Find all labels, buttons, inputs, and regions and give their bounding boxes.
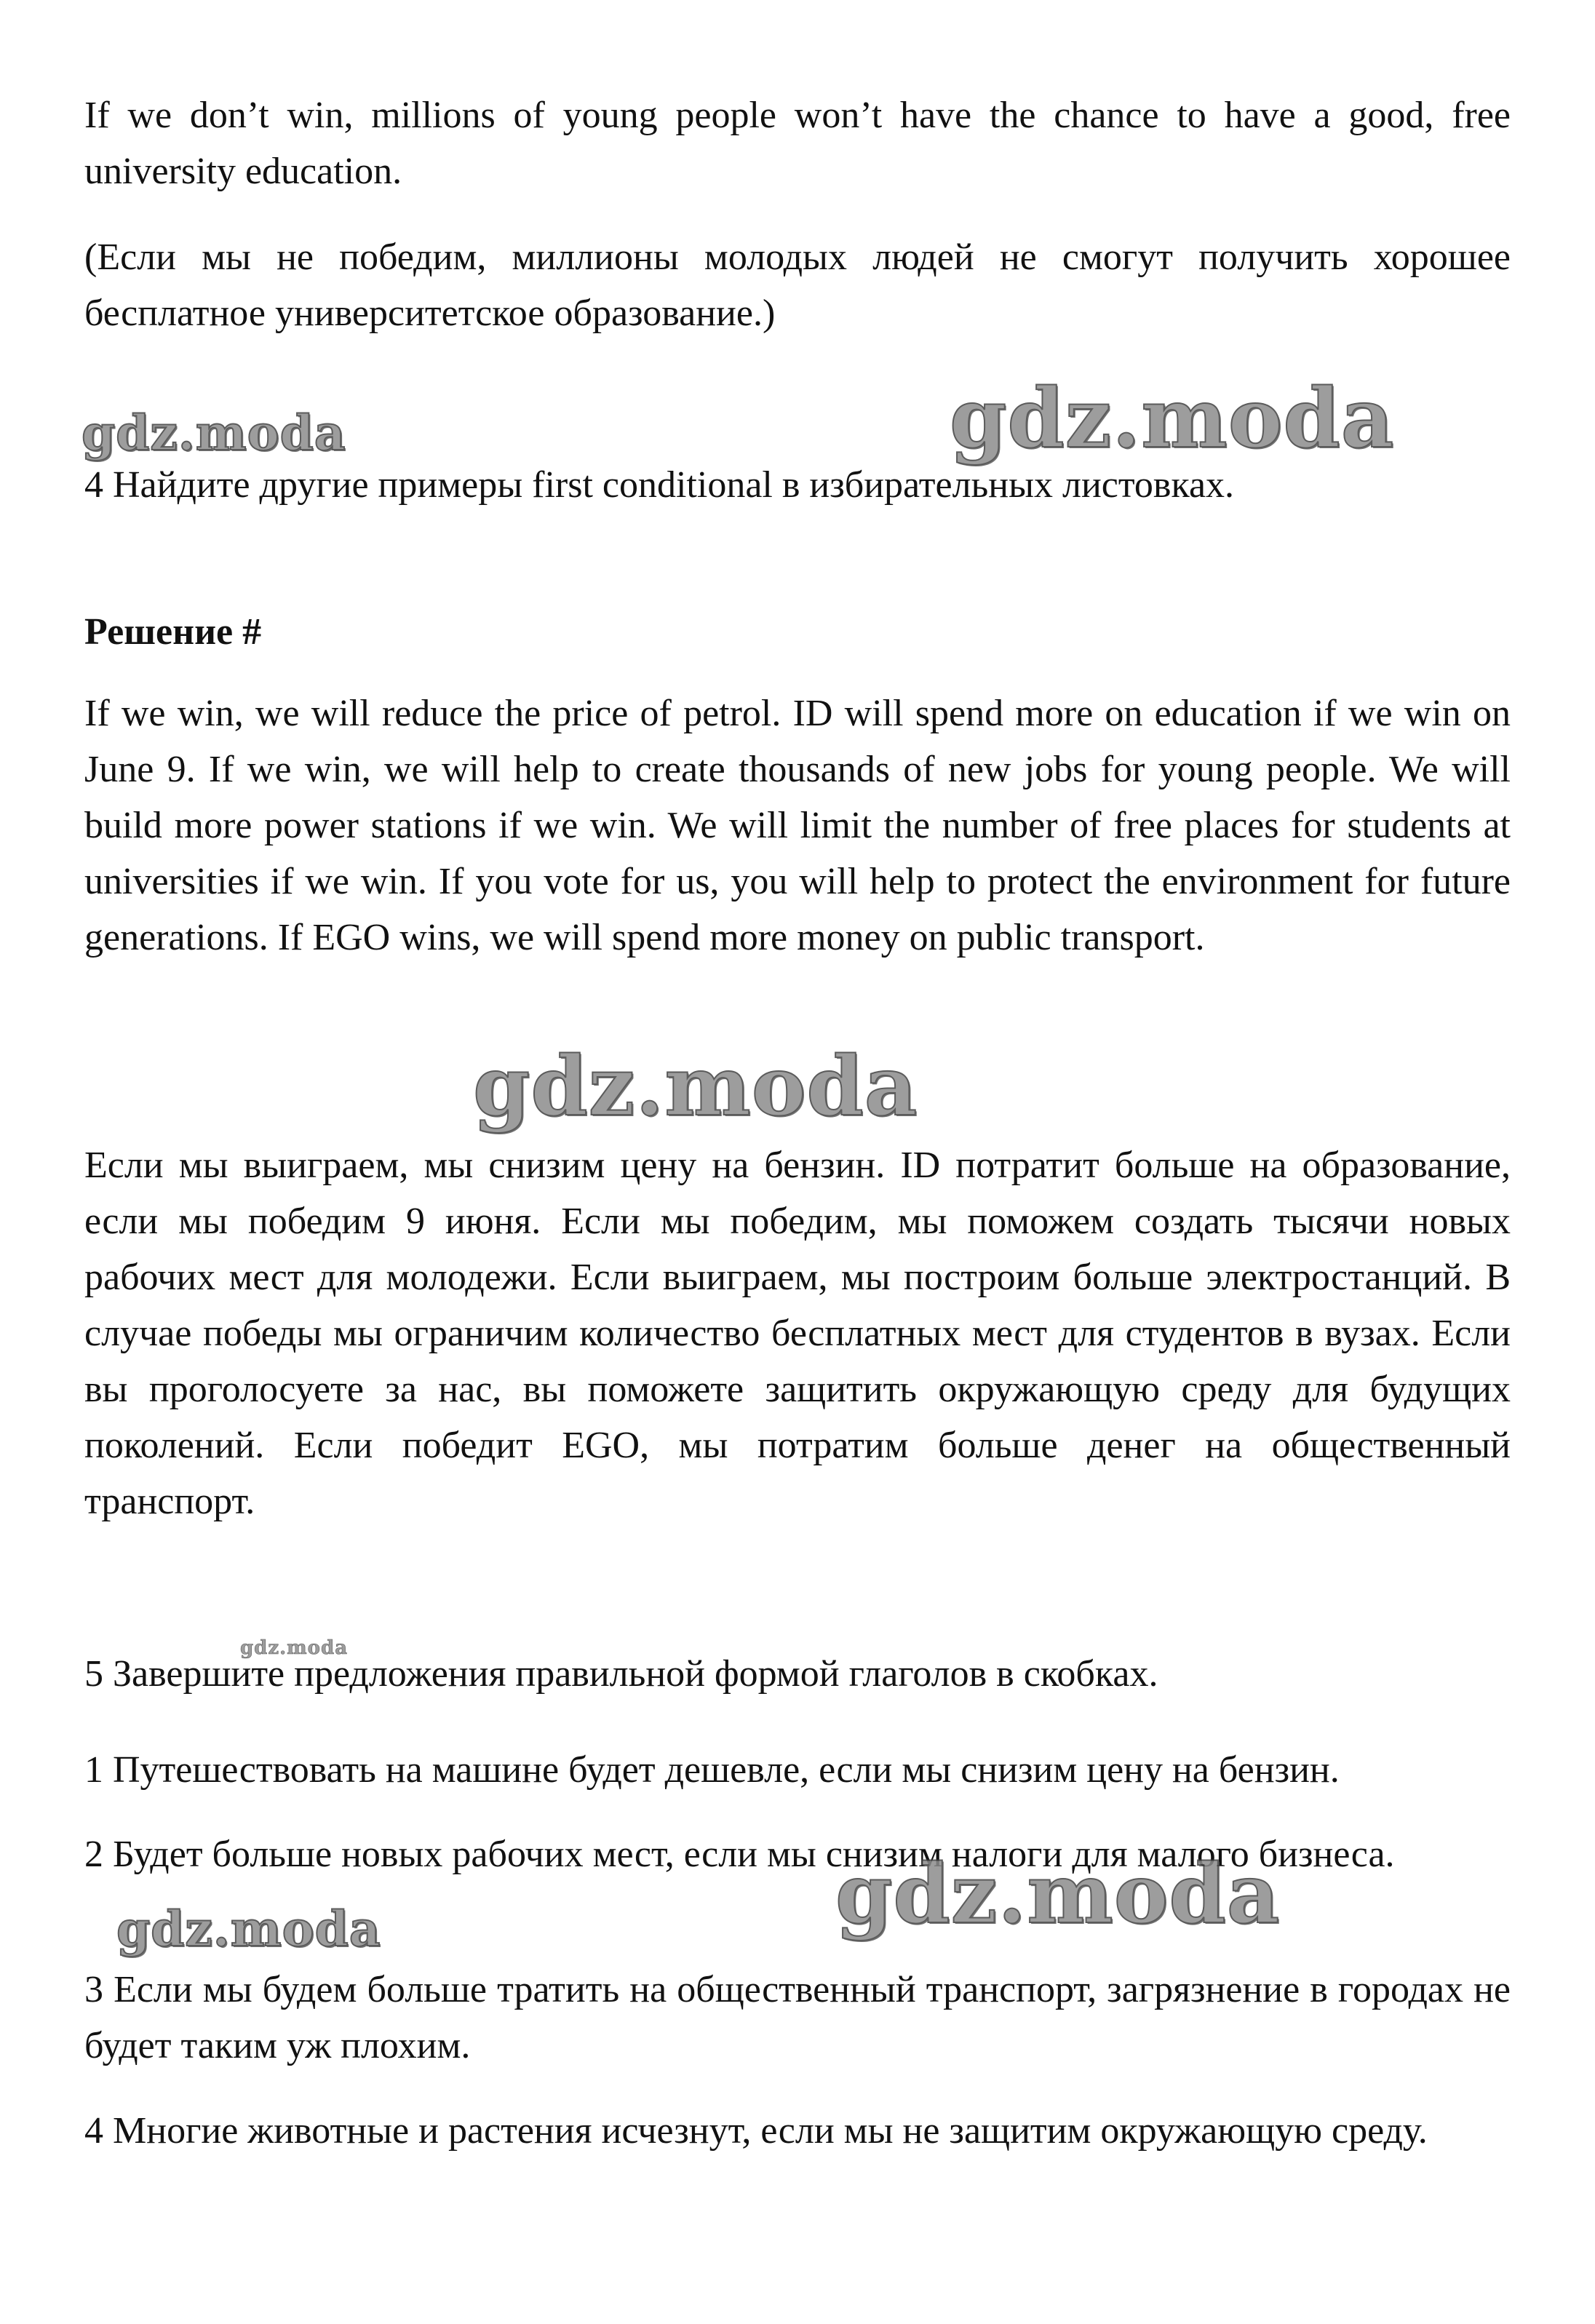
task-5-item-4: 4 Многие животные и растения исчезнут, если мы не защитим окружающую среду.: [84, 2110, 1428, 2152]
watermark: gdz.moda: [240, 1637, 349, 1659]
solution-russian-paragraph: Если мы выиграем, мы снизим цену на бензин. ID потратит больше на образование, если мы победим 9 июня. Если мы победим, мы поможем создать тысячи новых рабочих мест для молодежи. Если выиграем, мы построим больше электростанций. В случае победы мы ограничим количество бесплатных мест для студентов в вузах. Если вы проголосуете за нас, вы поможете защитить окружающую среду для будущих поколений. Если победит EGO, мы потратим больше денег на общественный транспорт.: [84, 1145, 1511, 1522]
watermark: gdz.moda: [835, 1847, 1281, 1942]
task-5-title: 5 Завершите предложения правильной формой глаголов в скобках.: [84, 1653, 1158, 1695]
task-5-item-2: 2 Будет больше новых рабочих мест, если мы снизим налоги для малого бизнеса.: [84, 1834, 1395, 1875]
watermark: gdz.moda: [950, 371, 1395, 466]
solution-heading: Решение #: [84, 611, 262, 653]
intro-russian-paragraph: (Если мы не победим, миллионы молодых людей не смогут получить хорошее бесплатное университетское образование.): [84, 236, 1511, 334]
watermark: gdz.moda: [473, 1039, 918, 1134]
task-5-item-3: 3 Если мы будем больше тратить на общественный транспорт, загрязнение в городах не будет таким уж плохим.: [84, 1969, 1511, 2066]
solution-english-paragraph: If we win, we will reduce the price of petrol. ID will spend more on education if we win on June 9. If we win, we will help to create thousands of new jobs for young people. We will build more power stations if we win. We will limit the number of free places for students at universities if we win. If you vote for us, you will help to protect the environment for future generations. If EGO wins, we will spend more money on public transport.: [84, 693, 1511, 958]
watermark: gdz.moda: [116, 1901, 381, 1957]
task-5-item-1: 1 Путешествовать на машине будет дешевле, если мы снизим цену на бензин.: [84, 1749, 1340, 1791]
intro-english-paragraph: If we don’t win, millions of young people won’t have the chance to have a good, free university education.: [84, 95, 1511, 192]
task-4-title: 4 Найдите другие примеры first conditional в избирательных листовках.: [84, 464, 1235, 506]
watermark: gdz.moda: [81, 405, 346, 461]
